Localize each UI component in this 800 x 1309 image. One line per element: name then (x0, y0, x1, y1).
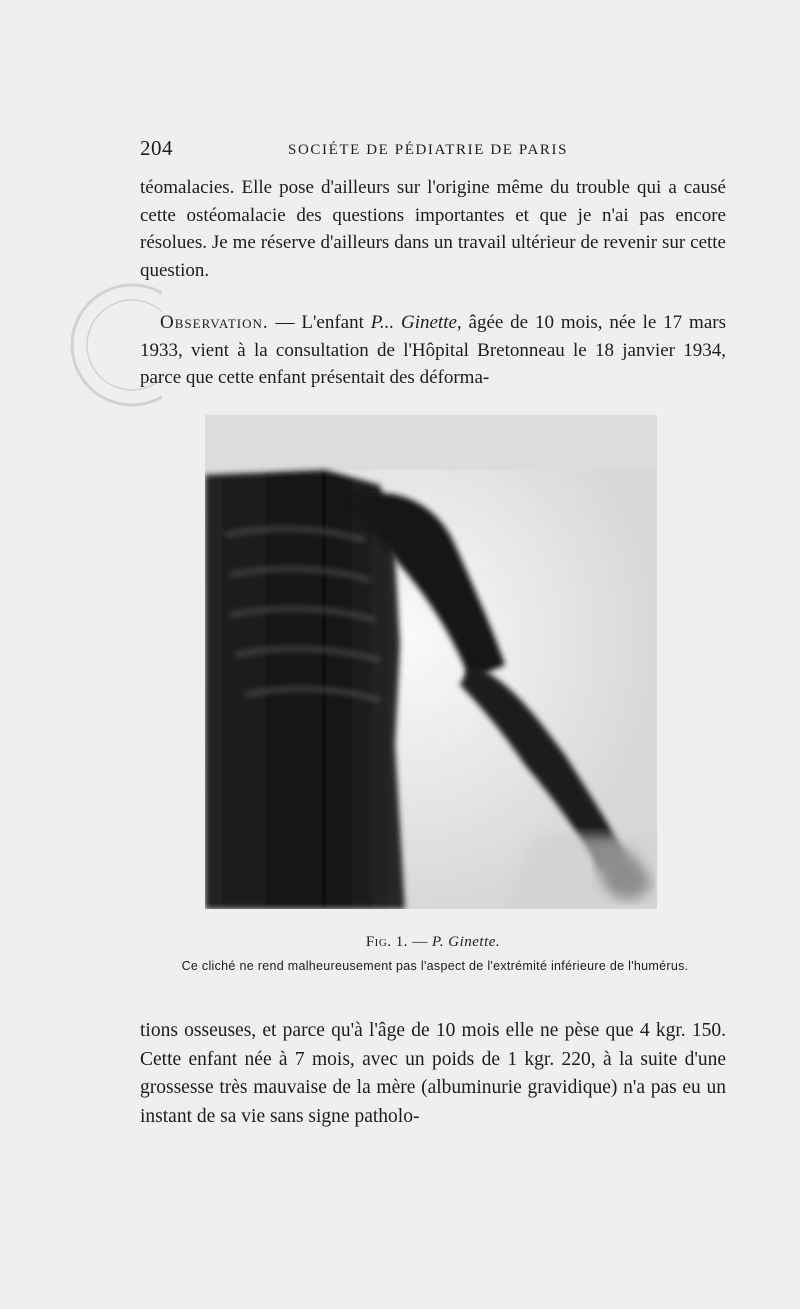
figure-label (140, 934, 726, 951)
observation-dash: — L'enfant (268, 312, 371, 333)
paragraph-intro-text: téomalacies. Elle pose d'ailleurs sur l'origine même du trouble qui a causé cette ostéomalacie des questions importantes et que je n'ai pas encore résolues. Je me réserve d'ailleurs dans un travail ultérieur de revenir sur cette question. (140, 177, 726, 281)
observation-text (140, 309, 726, 392)
page-number: 204 (140, 136, 173, 160)
patient-name: P... Ginette, (370, 312, 462, 333)
page-header (140, 136, 725, 166)
paragraph-continuation-text: tions osseuses, et parce qu'à l'âge de 10 mois elle ne pèse que 4 kgr. 150. Cette enfant née à 7 mois, avec un poids de 1 kgr. 220, à la suite d'une grossesse très mauvaise de la mère (albuminurie gravidique) n'a pas eu un instant de sa vie sans signe patholo- (140, 1020, 726, 1127)
paragraph-observation (140, 309, 726, 392)
figure-title: P. Ginette. (432, 934, 501, 950)
paragraph-continuation (140, 1017, 726, 1131)
paragraph-intro (140, 174, 726, 284)
observation-body: âgée de 10 mois, née le 17 mars 1933, vient à la consultation de l'Hôpital Bretonneau le 18 janvier 1934, parce que cette enfant présentait des déforma- (140, 312, 726, 388)
radiograph-figure (205, 415, 657, 909)
running-head: SOCIÉTE DE PÉDIATRIE DE PARIS (288, 142, 569, 158)
observation-label: Observation. (160, 312, 269, 333)
figure-caption: Ce cliché ne rend malheureusement pas l'aspect de l'extrémité inférieure de l'humérus. (181, 959, 689, 973)
radiograph-image (205, 415, 657, 909)
figure-number: Fig. 1. — (365, 934, 433, 950)
